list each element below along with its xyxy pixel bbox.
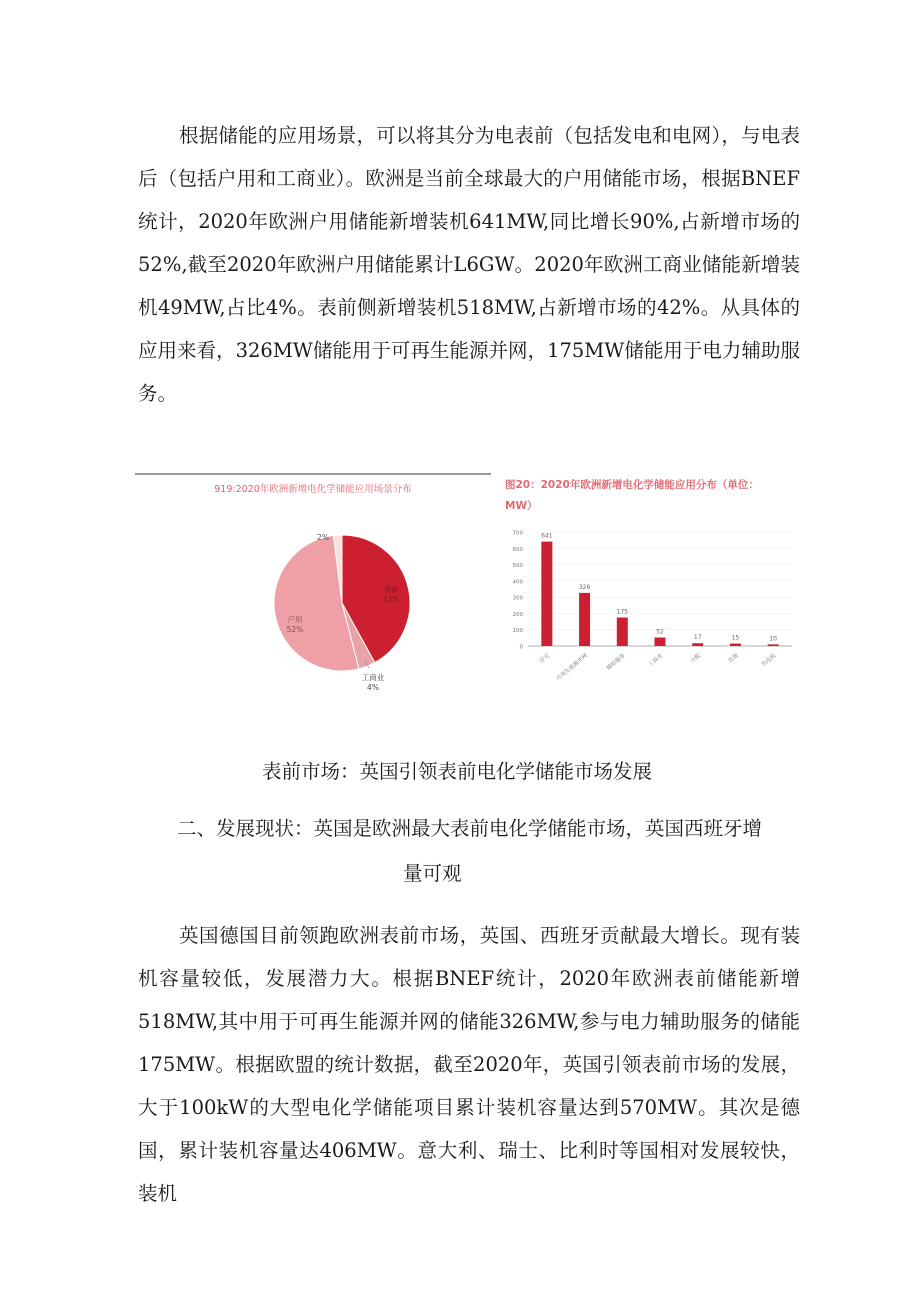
pie-chart-figure xyxy=(133,470,493,710)
bar-chart-title-line2: MW） xyxy=(505,500,538,512)
bar-value-label: 10 xyxy=(769,635,777,643)
bar-y-tick-label: 400 xyxy=(512,579,523,586)
pie-slice-value: 2% xyxy=(317,533,329,542)
bar-y-tick-label: 600 xyxy=(512,546,523,553)
bar-category-label: 分配 xyxy=(689,652,702,665)
bar-category-label: 其他 xyxy=(727,652,740,665)
bar-category-label: 住宅 xyxy=(538,652,552,665)
bar xyxy=(655,638,666,646)
bar-value-label: 175 xyxy=(616,608,629,616)
body-paragraph: 英国德国目前领跑欧洲表前市场，英国、西班牙贡献最大增长。现有装机容量较低，发展潜力大。根据BNEF统计，2020年欧洲表前储能新增518MW,其中用于可再生能源并网的储能326MW,参与电力辅助服务的储能175MW。根据欧盟的统计数据，截至2020年，英国引领表前市场的发展，大于100kW的大型电化学储能项目累计装机容量达到570MW。其次是德国，累计装机容量达406MW。意大利、瑞士、比利时等国相对发展较快，装机 xyxy=(138,924,800,1205)
pie-slice-label: 工商业 xyxy=(361,673,385,682)
bar-value-label: 326 xyxy=(578,583,591,591)
pie-slice-value: 52% xyxy=(286,625,304,634)
section-heading-status-line1: 二、发展现状：英国是欧洲最大表前电化学储能市场，英国西班牙增 xyxy=(177,817,763,840)
bar-value-label: 52 xyxy=(656,628,664,636)
bar-category-label: 辅助服务 xyxy=(605,652,627,672)
bar xyxy=(541,542,552,646)
pie-slice-label: 表前 xyxy=(383,585,399,594)
bar xyxy=(768,644,779,646)
bar-value-label: 641 xyxy=(541,532,553,540)
pie-slice-value: 42% xyxy=(382,595,400,604)
pie-slice-value: 4% xyxy=(367,683,379,692)
bar-value-label: 17 xyxy=(693,634,702,642)
bar-category-label: 发电机 xyxy=(760,652,778,669)
bar xyxy=(730,644,741,646)
pie-chart-title: 919:2020年欧洲新增电化学储能应用场景分布 xyxy=(214,484,412,495)
bar-value-label: 15 xyxy=(731,634,740,642)
bar-y-tick-label: 200 xyxy=(512,611,523,618)
pie-slice-label: 户用 xyxy=(287,615,303,624)
bar-chart-title-line1: 图20：2020年欧洲新增电化学储能应用分布（单位： xyxy=(505,479,759,491)
bar xyxy=(579,593,590,646)
bar-y-tick-label: 0 xyxy=(519,644,523,651)
bar-axis xyxy=(513,531,793,651)
bar-y-tick-label: 500 xyxy=(512,563,523,570)
bar-category-label: 工商业 xyxy=(647,652,665,669)
intro-paragraph: 根据储能的应用场景，可以将其分为电表前（包括发电和电网），与电表后（包括户用和工商业）。欧洲是当前全球最大的户用储能市场，根据BNEF统计，2020年欧洲户用储能新增装机641MW,同比增长90%,占新增市场的52%,截至2020年欧洲户用储能累计L6GW。2020年欧洲工商业储能新增装机49MW,占比4%。表前侧新增装机518MW,占新增市场的42%。从具体的应用来看，326MW储能用于可再生能源并网，175MW储能用于电力辅助服务。 xyxy=(138,124,800,405)
section-heading-front-meter: 表前市场：英国引领表前电化学储能市场发展 xyxy=(262,760,653,783)
section-heading-status-line2: 量可观 xyxy=(403,862,462,885)
bar-y-tick-label: 700 xyxy=(512,530,523,537)
bar-chart-figure xyxy=(500,474,795,700)
bar-y-tick-label: 300 xyxy=(512,595,523,602)
bar-category-label: 可再生能源并网 xyxy=(555,652,589,683)
bar xyxy=(692,643,703,646)
bar-y-tick-label: 100 xyxy=(512,628,523,635)
bar xyxy=(617,618,628,647)
bar-marks xyxy=(538,533,779,683)
